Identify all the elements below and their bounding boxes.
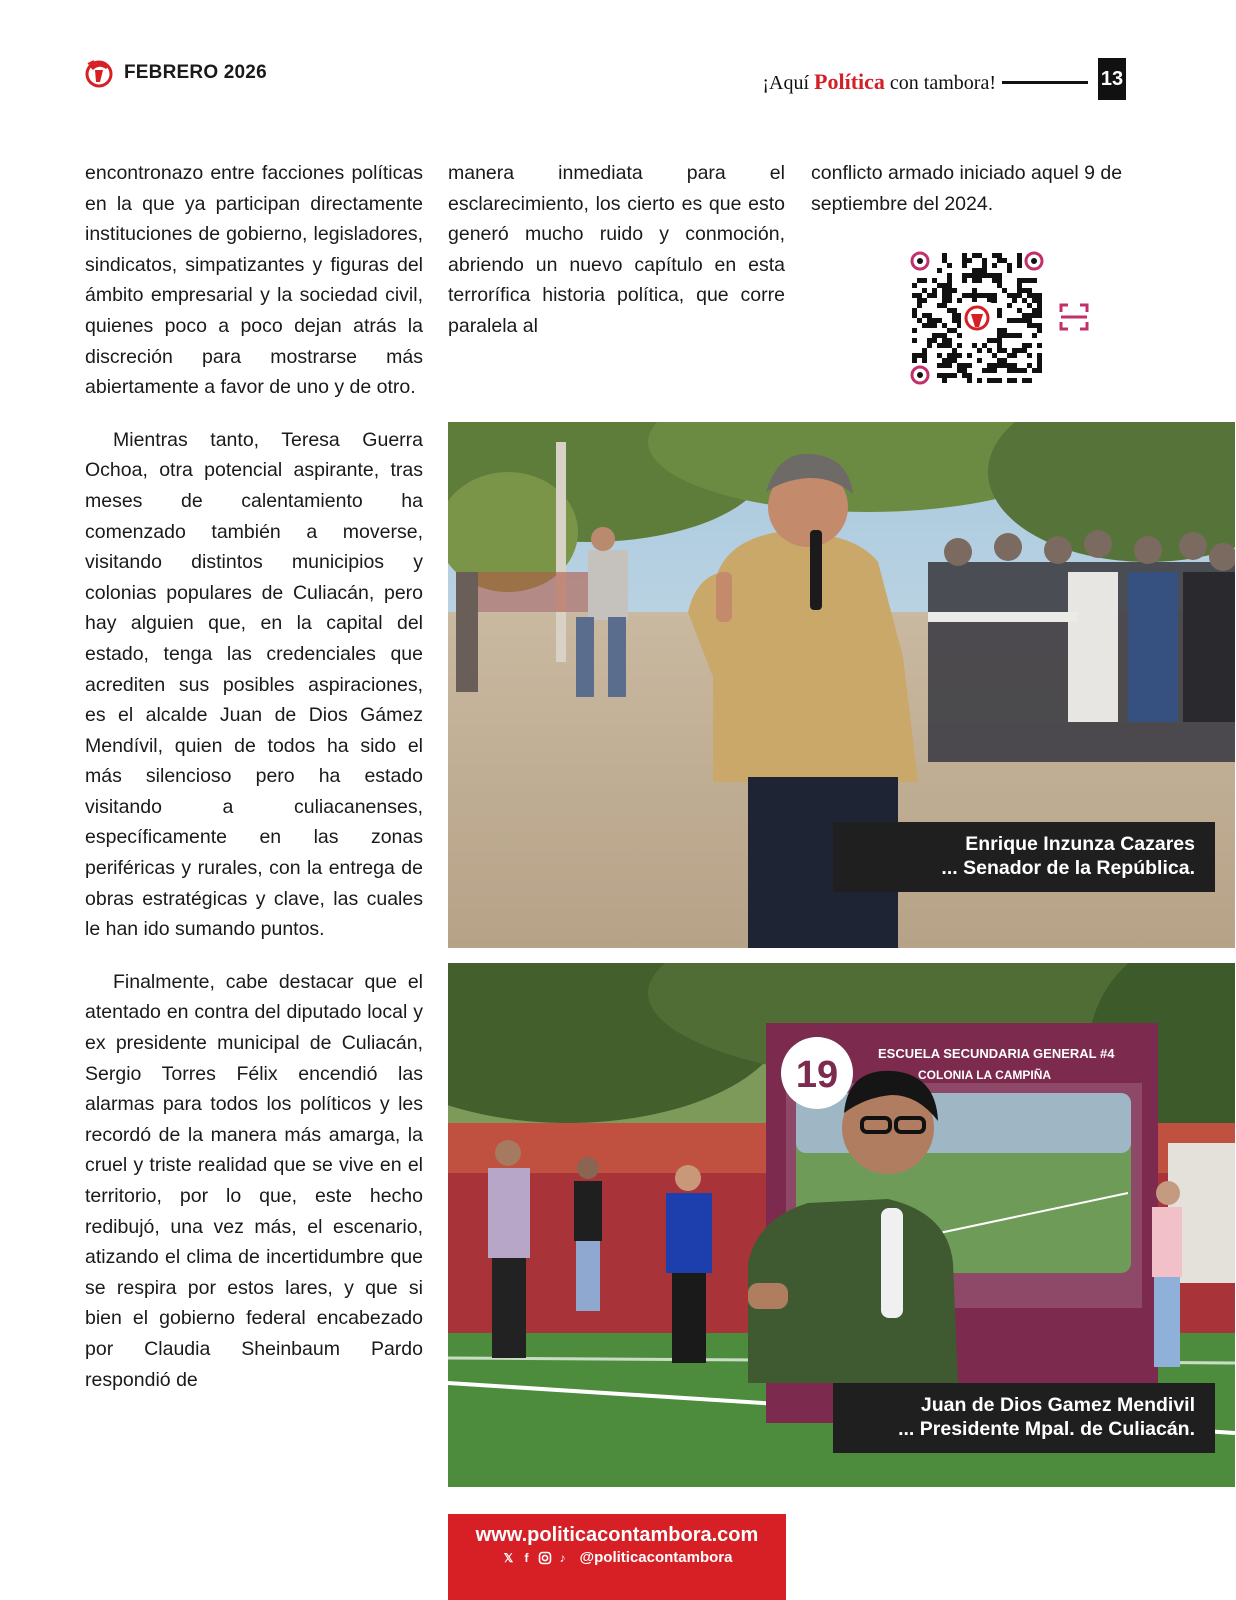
scan-icon — [1058, 301, 1090, 333]
article-column-2 — [448, 158, 785, 364]
article-column-1 — [85, 158, 423, 1417]
social-handle[interactable]: @politicacontambora — [579, 1549, 733, 1566]
article-column-3 — [811, 158, 1151, 241]
caption-title: ... Presidente Mpal. de Culiacán. — [898, 1418, 1195, 1440]
qr-code[interactable] — [910, 251, 1044, 385]
paragraph: encontronazo entre facciones políticas en la que ya participan directamente instituciones de gobierno, legisladores, sindicatos, simpatizantes y figuras del ámbito empresarial y la sociedad civil, quienes poco a poco dejan atrás la discreción para mostrarse más abiertamente a favor de uno y de otro. — [85, 162, 423, 399]
sign-title: ESCUELA SECUNDARIA GENERAL #4 — [878, 1046, 1115, 1061]
photo-mayor — [448, 963, 1235, 1487]
caption-title: ... Senador de la República. — [941, 857, 1195, 879]
tiktok-icon[interactable]: ♪ — [559, 1550, 566, 1565]
header-rule — [1002, 81, 1088, 84]
photo-caption — [833, 822, 1215, 892]
issue-date: FEBRERO 2026 — [124, 62, 267, 83]
slogan: ¡Aquí Política con tambora! — [762, 69, 996, 94]
footer-promo — [448, 1514, 786, 1600]
brand-logo-icon — [84, 58, 114, 88]
sign-subtitle: COLONIA LA CAMPIÑA — [918, 1068, 1052, 1082]
x-icon[interactable]: 𝕏 — [503, 1550, 514, 1565]
photo-caption — [833, 1383, 1215, 1453]
page-number: 13 — [1098, 58, 1126, 100]
social-bar — [448, 1549, 786, 1566]
paragraph: Mientras tanto, Teresa Guerra Ochoa, otra potencial aspirante, tras meses de calentamiento ha comenzado también a moverse, visitando distintos municipios y colonias populares de Culiacán, pero hay alguien que, en la capital del estado, tenga las credenciales que acrediten sus posibles aspiraciones, es el alcalde Juan de Dios Gámez Mendívil, quien de todos ha sido el más silencioso pero ha estado visitando a culiacanenses, específicamente en las zonas periféricas y rurales, con la entrega de obras estratégicas y clave, las cuales le han ido sumando puntos. — [85, 428, 423, 941]
photo-senator — [448, 422, 1235, 948]
website-link[interactable]: www.politicacontambora.com — [475, 1524, 759, 1546]
instagram-icon[interactable] — [538, 1551, 552, 1565]
caption-name: Juan de Dios Gamez Mendivil — [920, 1394, 1195, 1416]
caption-name: Enrique Inzunza Cazares — [965, 833, 1195, 855]
paragraph: conflicto armado iniciado aquel 9 de septiembre del 2024. — [811, 162, 1123, 215]
paragraph: Finalmente, cabe destacar que el atentado en contra del diputado local y ex presidente municipal de Culiacán, Sergio Torres Félix encendió las alarmas para todos los políticos y les recordó de la manera más amarga, la cruel y triste realidad que se vive en el territorio, por lo que, este hecho redibujó, una vez más, el escenario, atizando el clima de incertidumbre que se respira por estos lares, y que si bien el gobierno federal encabezado por Claudia Sheinbaum Pardo respondió de — [85, 970, 423, 1391]
slogan-bar — [762, 62, 1088, 102]
sign-number: 19 — [795, 1054, 839, 1096]
paragraph: manera inmediata para el esclarecimiento, los cierto es que esto generó mucho ruido y conmoción, abriendo un nuevo capítulo en esta terrorífica historia política, que corre paralela al — [448, 162, 785, 337]
facebook-icon[interactable]: f — [524, 1550, 529, 1565]
issue-header — [84, 58, 267, 88]
